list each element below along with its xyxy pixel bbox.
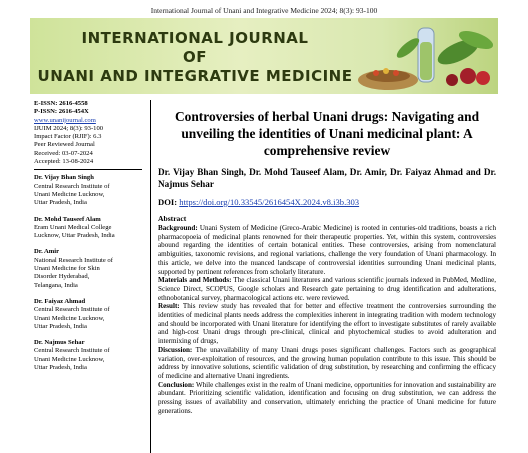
abstract-methods	[158, 276, 496, 302]
author-name: Dr. Vijay Bhan Singh	[34, 174, 94, 182]
author-name: Dr. Amir	[34, 248, 60, 256]
article-authors: Dr. Vijay Bhan Singh, Dr. Mohd Tauseef Alam, Dr. Amir, Dr. Faiyaz Ahmad and Dr. Najmus Sehar	[158, 167, 496, 189]
affiliation-line: Eram Unani Medical College	[34, 223, 112, 231]
herbs-illustration	[348, 18, 498, 94]
affiliation-line: National Research Institute of	[34, 256, 113, 264]
author-affiliation	[34, 174, 144, 207]
abstract-background	[158, 224, 496, 276]
article-sidebar	[34, 100, 144, 453]
column-divider	[150, 100, 151, 453]
author-name: Dr. Najmus Sehar	[34, 339, 85, 347]
abstract-label: Discussion:	[158, 345, 193, 354]
affiliation-line: Unani Medicine Lucknow,	[34, 190, 105, 198]
author-name: Dr. Mohd Tauseef Alam	[34, 215, 101, 223]
author-affiliation	[34, 339, 144, 372]
abstract-label: Background:	[158, 224, 198, 232]
author-affiliation	[34, 216, 144, 241]
journal-citation-header: International Journal of Unani and Integrative Medicine 2024; 8(3): 93-100	[150, 6, 378, 15]
banner-title-line3: UNANI AND INTEGRATIVE MEDICINE	[37, 67, 353, 85]
journal-banner	[30, 18, 498, 94]
abstract-label: Materials and Methods:	[158, 276, 232, 285]
abstract-text: Unani System of Medicine (Greco-Arabic Medicine) is rooted in centuries-old traditions, boasts a rich pharmacopoeia of medicinal plants renowned for their therapeutic properties. Yet, within this system, controversies abound regarding the identities of certain botanical entities. These controversies, arising from nomenclatural ambiguities, taxonomic revisions, and regional variations, challenge the very foundation of Unani pharmacology. In this article, we delve into the nuanced landscape of controversial identities surrounding Unani medicinal plants, supported by pertinent references from scholarly literature.	[158, 224, 496, 276]
affiliation-line: Lucknow, Uttar Pradesh, India	[34, 232, 115, 240]
affiliation-line: Uttar Pradesh, India	[34, 199, 87, 207]
affiliation-line: Telangana, India	[34, 281, 78, 289]
doi-label: DOI:	[158, 197, 178, 207]
doi-line	[158, 197, 496, 207]
abstract-result	[158, 302, 496, 346]
affiliation-line: Central Research Institute of	[34, 182, 110, 190]
accepted-date: Accepted: 13-08-2024	[34, 158, 94, 166]
banner-title-line1: INTERNATIONAL JOURNAL	[81, 29, 309, 47]
abstract-label: Result:	[158, 302, 180, 311]
p-issn: P-ISSN: 2616-454X	[34, 108, 89, 116]
author-name: Dr. Faiyaz Ahmad	[34, 297, 86, 305]
article-title: Controversies of herbal Unani drugs: Navigating and unveiling the identities of Unani medicinal plant: A comprehensive review	[174, 109, 480, 158]
abstract-discussion	[158, 346, 496, 381]
journal-volume: IJUIM 2024; 8(3): 93-100	[34, 124, 104, 132]
abstract-text: While challenges exist in the realm of Unani medicine, opportunities for innovation and sustainability are abundant. Prioritizing scientific validation, identification and focusing on drug substitution, we can address the pressing issues of availability and conservation, ultimately enriching the practice of Unani medicine for future generations.	[158, 380, 496, 415]
abstract-text: This review study has revealed that for better and effective treatment the controversies surrounding the identities of medicinal plants needs address the complexities inherent in integrating tradition with modern technology and should be incorporated with Unani literature for identifying the effort to investigate substitutes of rarely available and high-cost Unani drugs through pre-clinical, clinical and phytochemical studies to avoid adulteration and intermixing of drugs,	[158, 302, 496, 346]
affiliation-line: Unani Medicine Lucknow,	[34, 314, 105, 322]
author-affiliation	[34, 248, 144, 289]
received-date: Received: 03-07-2024	[34, 149, 93, 157]
journal-website-link[interactable]: www.unanijournal.com	[34, 116, 96, 124]
sidebar-divider	[34, 169, 142, 170]
impact-factor: Impact Factor (RJIF): 6.3	[34, 133, 102, 141]
peer-reviewed: Peer Reviewed Journal	[34, 141, 95, 149]
abstract-text: The unavailability of many Unani drugs poses significant challenges. Factors such as geographical variation, over-exploitation of resources, and the growing human population contribute to this issue. This should be address by innovative solutions, scientific validation of drug substitution, by researching and confirming the efficacy of medicine and alternative Unani ingredients.	[158, 345, 496, 380]
affiliation-line: Central Research Institute of	[34, 306, 110, 314]
affiliation-line: Unani Medicine for Skin	[34, 265, 100, 273]
abstract-label: Conclusion:	[158, 380, 195, 389]
affiliation-line: Uttar Pradesh, India	[34, 364, 87, 372]
doi-link[interactable]: https://doi.org/10.33545/2616454X.2024.v8.i3b.303	[179, 197, 360, 207]
abstract-text: The classical Unani literatures and various scientific journals indexed in PubMed, Medline, Science Direct, SCOPUS, Google scholars and Research gate pertaining to drug identification and adulterations, ethnobotanical survey, pharmacological actions etc. were reviewed.	[158, 276, 496, 302]
affiliation-line: Unani Medicine Lucknow,	[34, 355, 105, 363]
affiliation-line: Disorder Hyderabad,	[34, 273, 90, 281]
e-issn: E-ISSN: 2616-4558	[34, 100, 88, 107]
abstract-heading: Abstract	[158, 214, 187, 223]
banner-title-line2: OF	[183, 48, 207, 66]
affiliation-line: Central Research Institute of	[34, 347, 110, 355]
abstract-conclusion	[158, 381, 496, 416]
affiliation-line: Uttar Pradesh, India	[34, 322, 87, 330]
author-affiliation	[34, 298, 144, 331]
article-main	[158, 108, 496, 415]
